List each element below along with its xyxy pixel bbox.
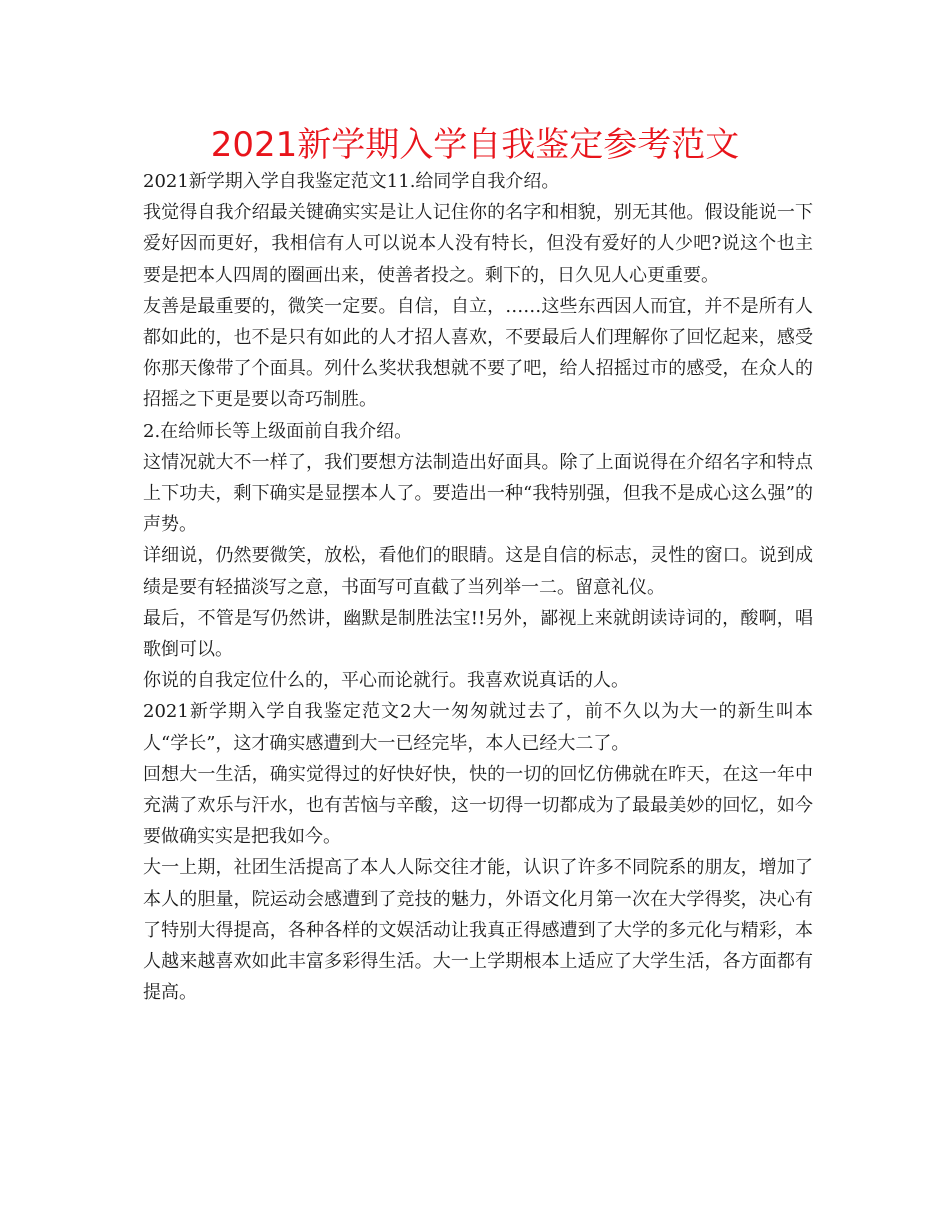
paragraph: 回想大一生活，确实觉得过的好快好快，快的一切的回忆仿佛就在昨天，在这一年中充满了欢乐与汗水，也有苦恼与辛酸，这一切得一切都成为了最最美妙的回忆，如今要做确实实是把我如今。 [143,763,813,848]
document-title: 2021新学期入学自我鉴定参考范文 [210,125,740,165]
paragraph: 2021新学期入学自我鉴定范文2大一匆匆就过去了，前不久以为大一的新生叫本人“学长”，这才确实感遭到大一已经完毕，本人已经大二了。 [143,701,813,754]
paragraph: 你说的自我定位什么的，平心而论就行。我喜欢说真话的人。 [143,670,629,692]
paragraph: 2021新学期入学自我鉴定范文11.给同学自我介绍。 [143,171,560,192]
paragraph: 最后，不管是写仍然讲，幽默是制胜法宝!!另外，鄙视上来就朗读诗词的，酸啊，唱歌倒可以。 [143,607,813,661]
document-body [143,166,813,1008]
paragraph: 2.在给师长等上级面前自我介绍。 [143,420,413,442]
paragraph: 详细说，仍然要微笑，放松，看他们的眼睛。这是自信的标志，灵性的窗口。说到成绩是要有轻描淡写之意，书面写可直截了当列举一二。留意礼仪。 [143,545,813,598]
paragraph: 这情况就大不一样了，我们要想方法制造出好面具。除了上面说得在介绍名字和特点上下功夫，剩下确实是显摆本人了。要造出一种“我特别强，但我不是成心这么强”的声势。 [143,451,813,536]
paragraph: 友善是最重要的，微笑一定要。自信，自立，……这些东西因人而宜，并不是所有人都如此的，也不是只有如此的人才招人喜欢，不要最后人们理解你了回忆起来，感受你那天像带了个面具。列什么奖状我想就不要了吧，给人招摇过市的感受，在众人的招摇之下更是要以奇巧制胜。 [143,295,813,411]
paragraph: 大一上期，社团生活提高了本人人际交往才能，认识了许多不同院系的朋友，增加了本人的胆量，院运动会感遭到了竞技的魅力，外语文化月第一次在大学得奖，决心有了特别大得提高，各种各样的文娱活动让我真正得感遭到了大学的多元化与精彩，本人越来越喜欢如此丰富多彩得生活。大一上学期根本上适应了大学生活，各方面都有提高。 [143,857,813,1004]
paragraph: 我觉得自我介绍最关键确实实是让人记住你的名字和相貌，别无其他。假设能说一下爱好因而更好，我相信有人可以说本人没有特长，但没有爱好的人少吧?说这个也主要是把本人四周的圈画出来，使善者投之。剩下的，日久见人心更重要。 [143,202,813,286]
